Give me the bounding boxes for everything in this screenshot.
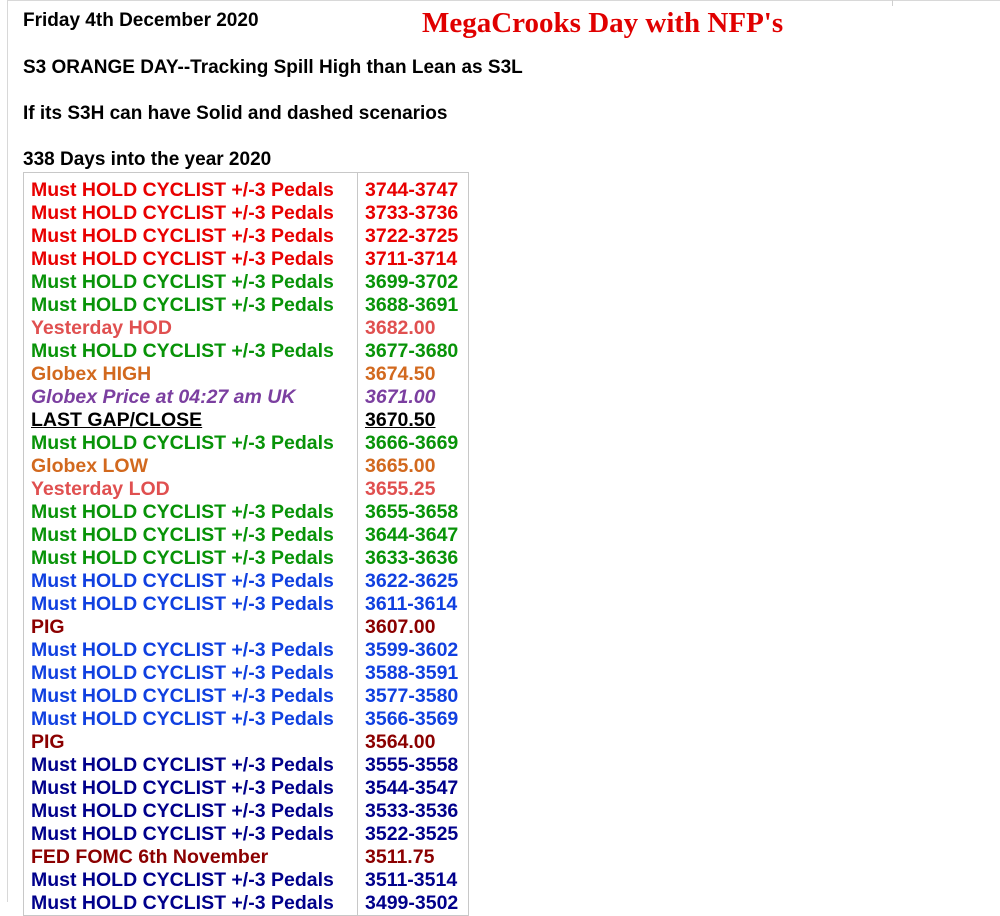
level-value: 3607.00 [357, 616, 468, 639]
level-label: Must HOLD CYCLIST +/-3 Pedals [31, 248, 334, 270]
level-value: 3622-3625 [357, 570, 468, 593]
level-label: Must HOLD CYCLIST +/-3 Pedals [31, 754, 334, 776]
level-value: 3682.00 [357, 317, 468, 340]
level-row [24, 892, 468, 915]
level-label: Must HOLD CYCLIST +/-3 Pedals [31, 662, 334, 684]
level-value: 3533-3536 [357, 800, 468, 823]
level-label: Must HOLD CYCLIST +/-3 Pedals [31, 524, 334, 546]
level-label: Yesterday HOD [31, 317, 172, 339]
level-row [24, 501, 468, 524]
level-value: 3633-3636 [357, 547, 468, 570]
level-row [24, 271, 468, 294]
price-levels-body [24, 173, 468, 915]
level-value: 3699-3702 [357, 271, 468, 294]
level-value: 3744-3747 [357, 173, 468, 202]
level-value: 3611-3614 [357, 593, 468, 616]
level-value: 3671.00 [357, 386, 468, 409]
level-label: Globex LOW [31, 455, 148, 477]
level-value: 3577-3580 [357, 685, 468, 708]
level-value: 3688-3691 [357, 294, 468, 317]
scenario-note: If its S3H can have Solid and dashed scenarios [23, 103, 448, 124]
level-value: 3499-3502 [357, 892, 468, 915]
level-value: 3588-3591 [357, 662, 468, 685]
level-value: 3733-3736 [357, 202, 468, 225]
level-label: Globex Price at 04:27 am UK [31, 386, 296, 408]
level-label: Must HOLD CYCLIST +/-3 Pedals [31, 340, 334, 362]
level-row [24, 294, 468, 317]
level-label: Must HOLD CYCLIST +/-3 Pedals [31, 869, 334, 891]
level-label: Must HOLD CYCLIST +/-3 Pedals [31, 225, 334, 247]
level-row [24, 455, 468, 478]
level-label: Must HOLD CYCLIST +/-3 Pedals [31, 593, 334, 615]
page-headline: MegaCrooks Day with NFP's [422, 7, 784, 39]
level-value: 3674.50 [357, 363, 468, 386]
level-row [24, 846, 468, 869]
level-row [24, 639, 468, 662]
level-row [24, 731, 468, 754]
level-value: 3566-3569 [357, 708, 468, 731]
level-label: Must HOLD CYCLIST +/-3 Pedals [31, 777, 334, 799]
level-row [24, 662, 468, 685]
level-value: 3666-3669 [357, 432, 468, 455]
level-row [24, 386, 468, 409]
level-label: Must HOLD CYCLIST +/-3 Pedals [31, 432, 334, 454]
price-levels-table [23, 172, 469, 916]
level-row [24, 777, 468, 800]
level-row [24, 869, 468, 892]
level-row [24, 616, 468, 639]
level-value: 3544-3547 [357, 777, 468, 800]
content-frame-top-border [7, 0, 1000, 1]
level-row [24, 173, 468, 202]
level-label: Must HOLD CYCLIST +/-3 Pedals [31, 501, 334, 523]
level-row [24, 524, 468, 547]
level-label: PIG [31, 616, 65, 638]
frame-divider-tick [892, 0, 893, 6]
level-label: PIG [31, 731, 65, 753]
level-label: Must HOLD CYCLIST +/-3 Pedals [31, 823, 334, 845]
content-frame-left-border [7, 0, 8, 902]
level-label: Must HOLD CYCLIST +/-3 Pedals [31, 202, 334, 224]
level-label: Must HOLD CYCLIST +/-3 Pedals [31, 892, 334, 914]
level-row [24, 685, 468, 708]
level-value: 3599-3602 [357, 639, 468, 662]
days-into-year-note: 338 Days into the year 2020 [23, 149, 272, 170]
level-value: 3655-3658 [357, 501, 468, 524]
level-row [24, 593, 468, 616]
level-row [24, 363, 468, 386]
level-row [24, 432, 468, 455]
level-value: 3564.00 [357, 731, 468, 754]
level-row [24, 800, 468, 823]
level-value: 3677-3680 [357, 340, 468, 363]
level-value: 3670.50 [357, 409, 468, 432]
level-row [24, 202, 468, 225]
level-label: Globex HIGH [31, 363, 152, 385]
level-row [24, 478, 468, 501]
level-row [24, 823, 468, 846]
level-value: 3722-3725 [357, 225, 468, 248]
level-label: LAST GAP/CLOSE [31, 409, 203, 431]
level-label: FED FOMC 6th November [31, 846, 269, 868]
level-row [24, 340, 468, 363]
level-value: 3644-3647 [357, 524, 468, 547]
level-row [24, 317, 468, 340]
level-label: Must HOLD CYCLIST +/-3 Pedals [31, 271, 334, 293]
level-row [24, 225, 468, 248]
level-value: 3511.75 [357, 846, 468, 869]
level-value: 3522-3525 [357, 823, 468, 846]
level-value: 3511-3514 [357, 869, 468, 892]
level-value: 3665.00 [357, 455, 468, 478]
level-label: Yesterday LOD [31, 478, 170, 500]
level-row [24, 708, 468, 731]
level-value: 3655.25 [357, 478, 468, 501]
level-row [24, 570, 468, 593]
level-row [24, 248, 468, 271]
level-label: Must HOLD CYCLIST +/-3 Pedals [31, 570, 334, 592]
level-label: Must HOLD CYCLIST +/-3 Pedals [31, 639, 334, 661]
day-type-note: S3 ORANGE DAY--Tracking Spill High than Lean as S3L [23, 57, 523, 78]
level-value: 3711-3714 [357, 248, 468, 271]
level-label: Must HOLD CYCLIST +/-3 Pedals [31, 685, 334, 707]
level-label: Must HOLD CYCLIST +/-3 Pedals [31, 294, 334, 316]
level-row [24, 754, 468, 777]
post-date: Friday 4th December 2020 [23, 10, 259, 31]
level-value: 3555-3558 [357, 754, 468, 777]
level-label: Must HOLD CYCLIST +/-3 Pedals [31, 708, 334, 730]
level-label: Must HOLD CYCLIST +/-3 Pedals [31, 547, 334, 569]
level-row [24, 547, 468, 570]
level-label: Must HOLD CYCLIST +/-3 Pedals [31, 800, 334, 822]
level-label: Must HOLD CYCLIST +/-3 Pedals [31, 179, 334, 201]
level-row [24, 409, 468, 432]
